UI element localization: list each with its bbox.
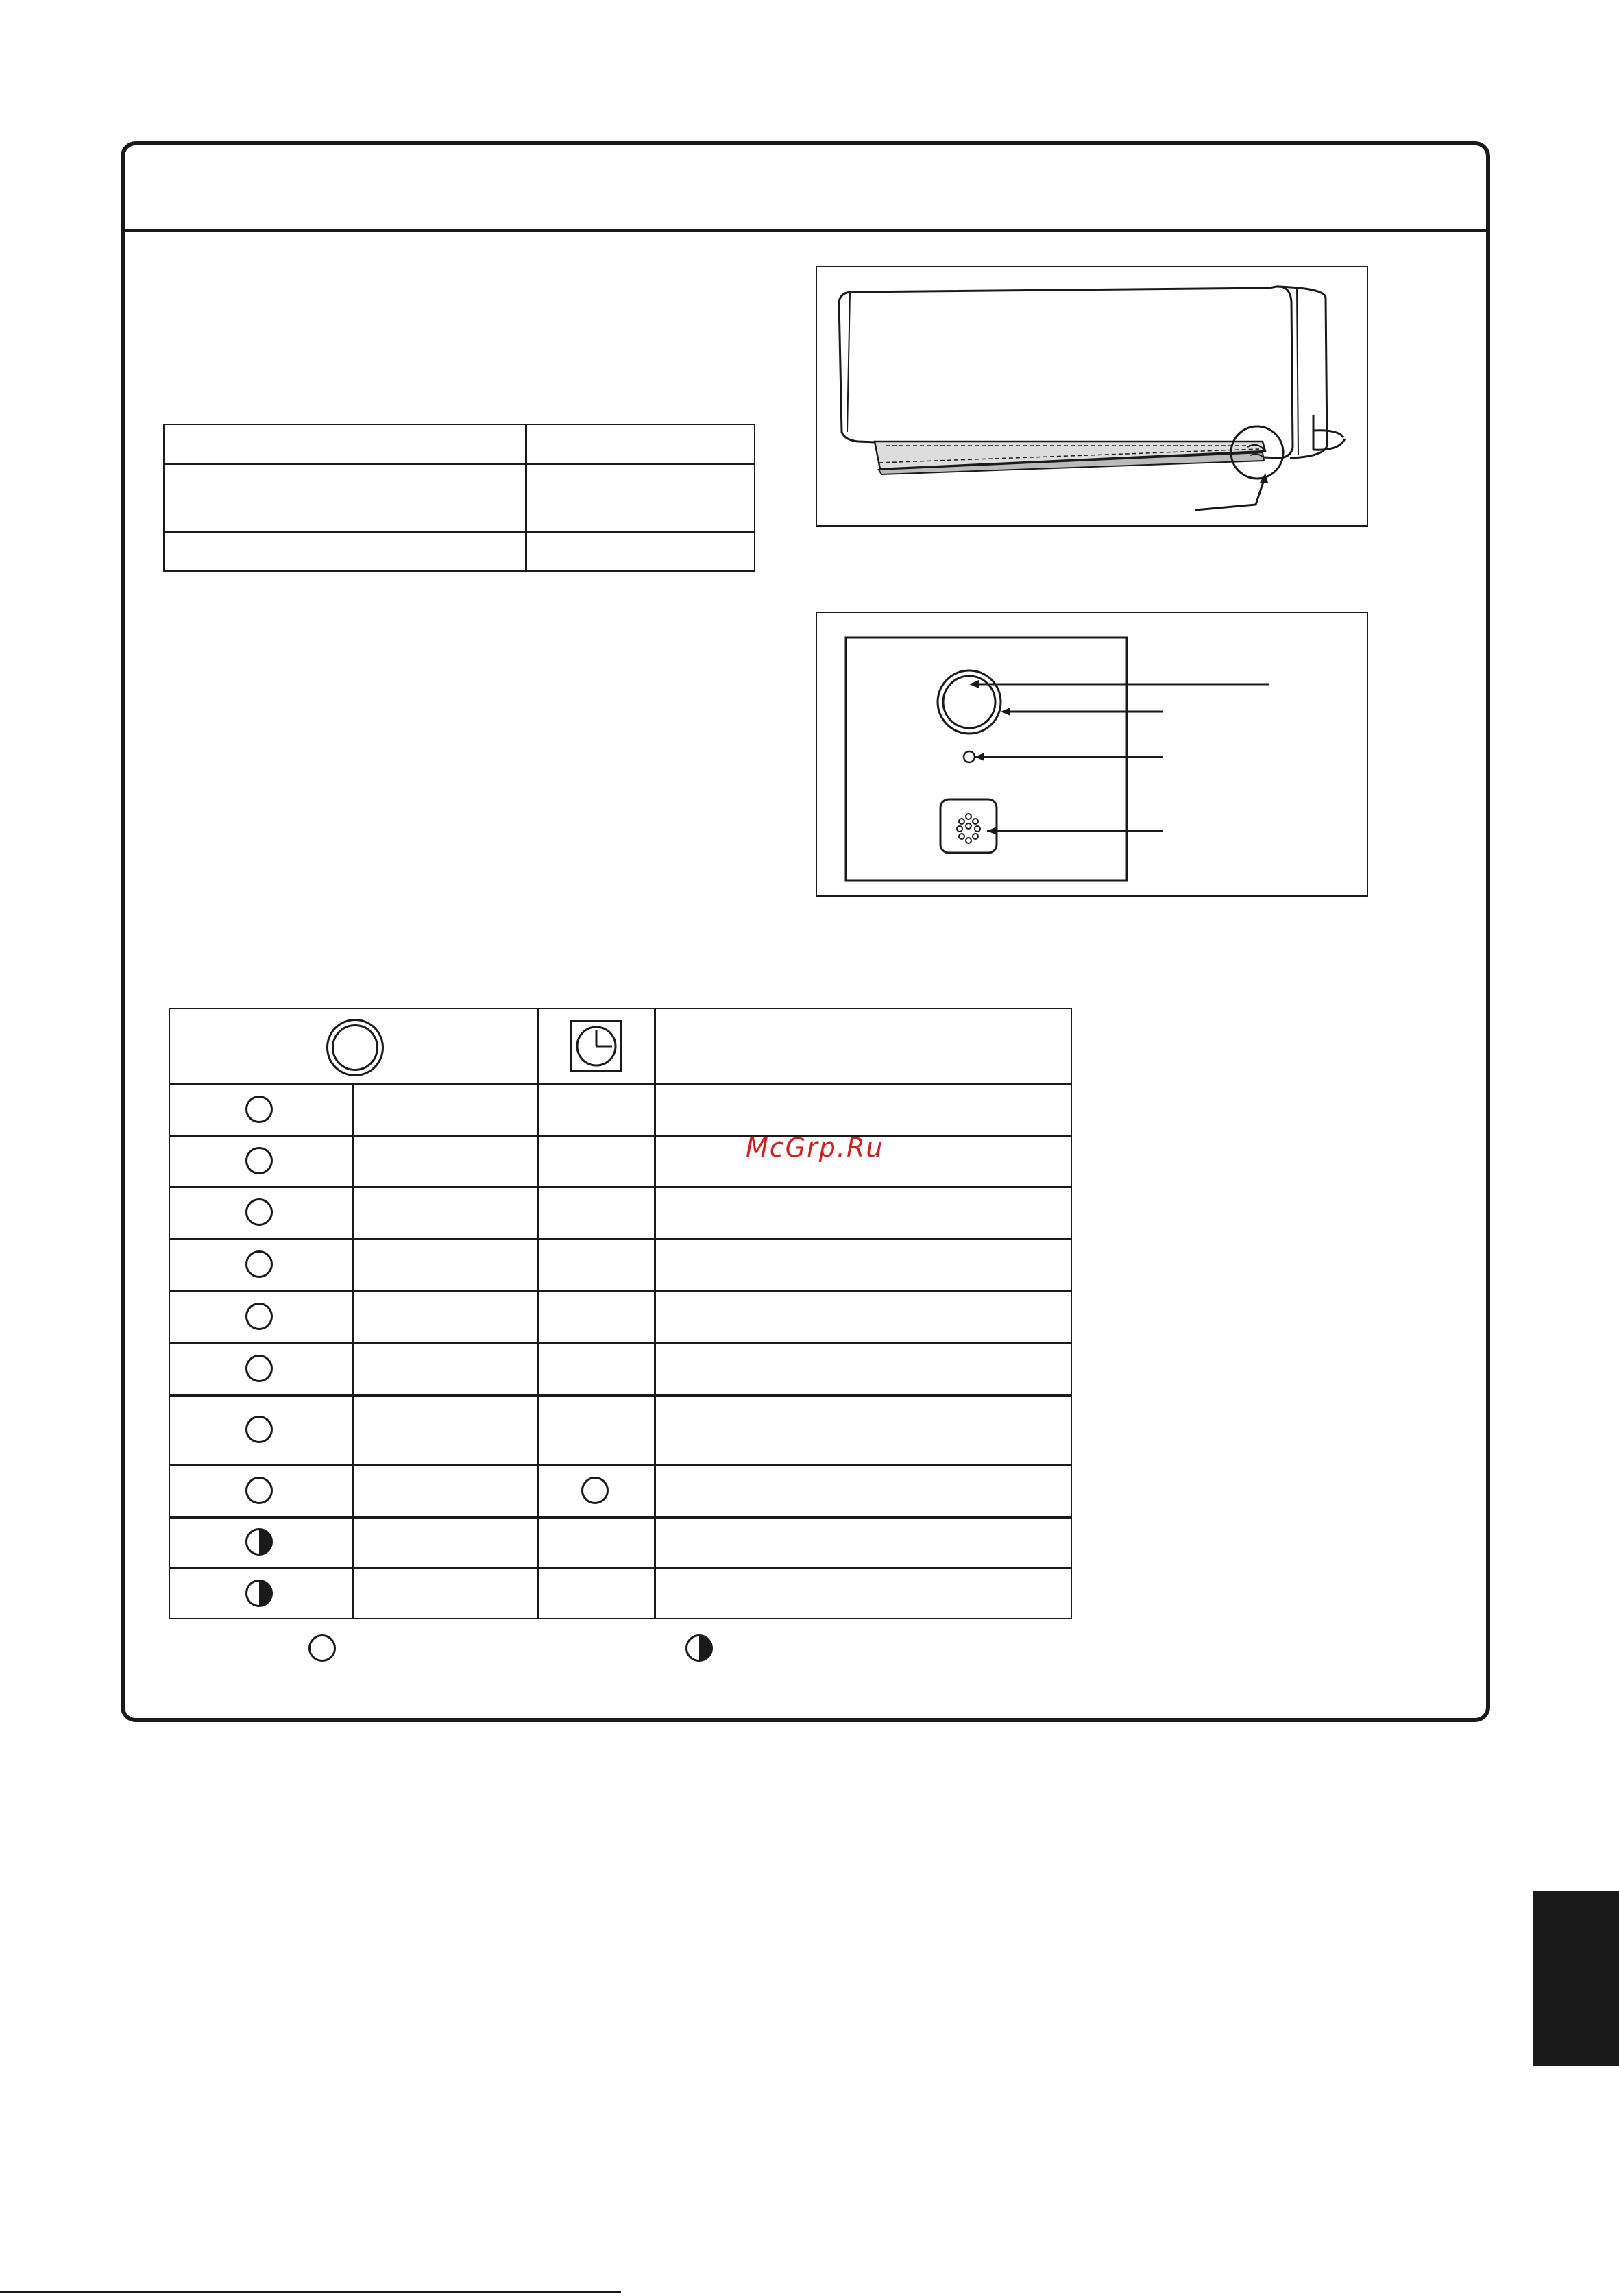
open-circle-icon xyxy=(245,1477,273,1504)
receiver-button-icon xyxy=(940,799,997,853)
power-ring-icon xyxy=(938,670,1001,734)
header-divider xyxy=(125,229,1486,232)
spec-table xyxy=(163,424,755,572)
chapter-tab xyxy=(1533,1891,1619,2066)
status-table-column-divider xyxy=(537,1008,539,1619)
indoor-unit-figure xyxy=(816,266,1368,527)
footer-rule xyxy=(0,2291,621,2293)
spec-table-row-divider xyxy=(163,463,755,465)
status-table-row-divider xyxy=(169,1567,1072,1569)
legend-half-filled-circle-icon xyxy=(685,1634,713,1662)
status-table-row-divider xyxy=(169,1516,1072,1519)
status-table-row-divider xyxy=(169,1135,1072,1137)
status-table-column-divider xyxy=(654,1008,656,1619)
status-table-row-divider xyxy=(169,1394,1072,1397)
status-table-row-divider xyxy=(169,1290,1072,1292)
status-table-column-divider xyxy=(352,1083,354,1619)
power-ring-icon xyxy=(326,1019,384,1076)
timer-clock-icon xyxy=(570,1020,622,1072)
open-circle-icon xyxy=(245,1303,273,1330)
open-circle-icon xyxy=(245,1355,273,1382)
legend-open-circle-icon xyxy=(308,1634,336,1662)
open-circle-icon xyxy=(581,1477,609,1504)
open-circle-icon xyxy=(245,1198,273,1226)
open-circle-icon xyxy=(245,1250,273,1278)
watermark: McGrp.Ru xyxy=(746,1133,884,1163)
status-table xyxy=(169,1008,1072,1619)
open-circle-icon xyxy=(245,1147,273,1174)
status-table-row-divider xyxy=(169,1238,1072,1240)
open-circle-icon xyxy=(245,1416,273,1443)
spec-table-column-divider xyxy=(525,424,527,572)
open-circle-icon xyxy=(245,1096,273,1123)
status-table-row-divider xyxy=(169,1464,1072,1466)
air-conditioner-illustration xyxy=(817,267,1370,528)
display-panel-illustration xyxy=(817,613,1370,898)
half-filled-circle-icon xyxy=(245,1580,273,1607)
spec-table-row-divider xyxy=(163,531,755,533)
indicator-dot-icon xyxy=(964,751,975,762)
display-panel-figure xyxy=(816,612,1368,897)
status-table-row-divider xyxy=(169,1342,1072,1344)
status-table-row-divider xyxy=(169,1083,1072,1085)
status-table-row-divider xyxy=(169,1186,1072,1188)
half-filled-circle-icon xyxy=(245,1528,273,1556)
